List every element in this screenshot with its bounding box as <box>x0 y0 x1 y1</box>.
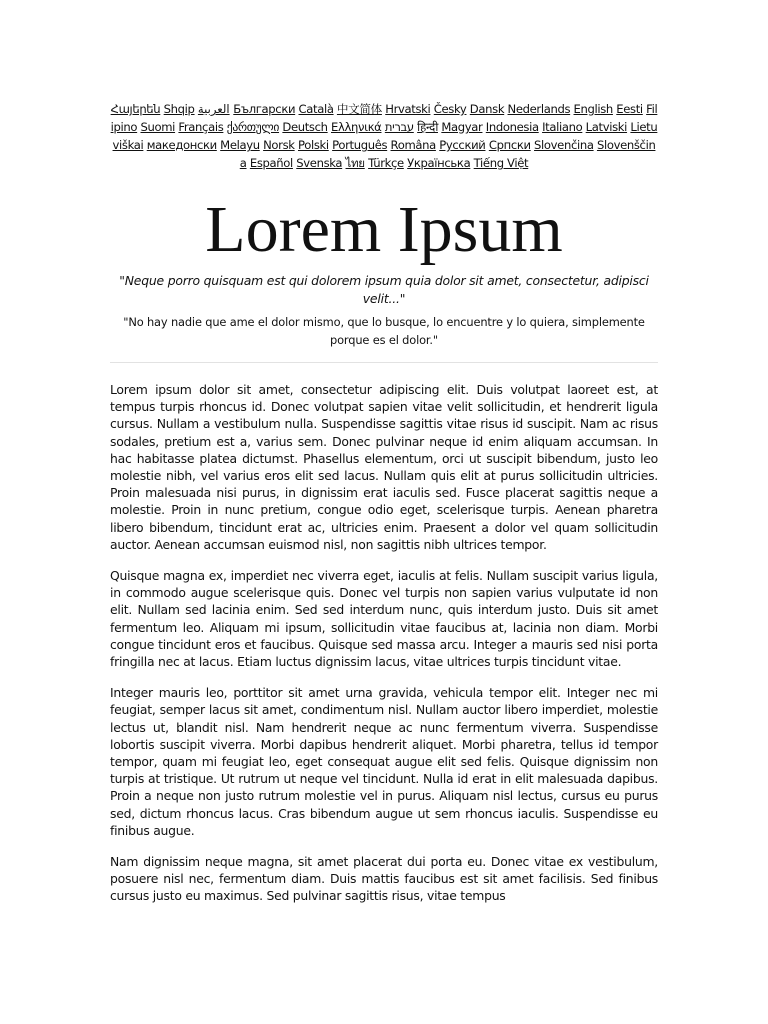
body-text <box>110 381 658 905</box>
language-link[interactable]: Deutsch <box>282 120 328 134</box>
spanish-quote: "No hay nadie que ame el dolor mismo, que lo busque, lo encuentre y lo quiera, simplemente porque es el dolor." <box>123 315 645 347</box>
language-link[interactable]: Latviski <box>585 120 628 134</box>
paragraph: Quisque magna ex, imperdiet nec viverra eget, iaculis at felis. Nullam suscipit varius ligula, in commodo augue scelerisque quis. Donec vel turpis non sapien varius vulputate id non elit. Nullam sed lacinia enim. Sed sed interdum nunc, quis interdum justo. Duis sit amet fermentum leo. Aliquam mi ipsum, sollicitudin vitae faucibus at, lacinia non diam. Morbi congue tincidunt eros et faucibus. Quisque sed massa arcu. Integer a mauris sed nisi porta fringilla nec at lacus. Etiam luctus dignissim lacus, vitae ultrices turpis tincidunt vitae. <box>110 568 658 670</box>
language-link[interactable]: Eesti <box>616 102 643 116</box>
paragraph: Integer mauris leo, porttitor sit amet urna gravida, vehicula tempor elit. Integer nec mi feugiat, semper lacus sit amet, condimentum nisl. Nullam auctor libero imperdiet, molestie lectus ut, blandit nisl. Nam hendrerit neque ac nunc fermentum viverra. Suspendisse lobortis suscipit viverra. Morbi dapibus hendrerit aliquet. Morbi pharetra, tellus id tempor tempor, quam mi feugiat leo, eget consequat augue elit sed felis. Quisque dignissim non turpis at tristique. Ut rutrum ut neque vel tincidunt. Nulla id erat in elit malesuada dapibus. Proin a neque non justo rutrum molestie vel in purus. Aliquam nisl lectus, cursus eu purus sed, dictum rhoncus lacus. Cras bibendum augue ut sem rhoncus iaculis. Suspendisse eu finibus augue. <box>110 685 658 838</box>
language-link[interactable]: Türkçe <box>368 156 404 170</box>
language-link[interactable]: Hrvatski <box>385 102 431 116</box>
divider <box>110 362 658 363</box>
language-link[interactable]: Հայերեն <box>110 102 161 116</box>
language-link[interactable]: Magyar <box>441 120 483 134</box>
language-link[interactable]: Polski <box>297 138 329 152</box>
language-link[interactable]: Pусский <box>439 138 486 152</box>
language-link[interactable]: Slovenščina <box>239 138 656 170</box>
language-link[interactable]: Româna <box>390 138 436 152</box>
language-link[interactable]: македонски <box>146 138 217 152</box>
language-link[interactable]: Français <box>178 120 224 134</box>
paragraph: Lorem ipsum dolor sit amet, consectetur adipiscing elit. Duis volutpat laoreet est, at tempus turpis rhoncus id. Donec volutpat sapien vitae velit sollicitudin, et hendrerit ligula cursus. Nullam a vestibulum nulla. Suspendisse sagittis vitae risus id suscipit. Nam ac risus sodales, pretium est a, varius sem. Donec pulvinar neque id enim aliquam accumsan. In hac habitasse platea dictumst. Phasellus elementum, orci ut suscipit bibendum, justo leo molestie nibh, vel varius eros elit sed lacus. Nullam quis elit at purus sollicitudin ultricies. Proin malesuada nisi purus, in dignissim erat iaculis sed. Fusce placerat sagittis neque a molestie. Proin in nunc pretium, congue odio eget, scelerisque turpis. Aenean pharetra libero bibendum, tincidunt erat ac, ultricies enim. Praesent a dolor vel quam sollicitudin auctor. Aenean accumsan euismod nisl, non sagittis nibh ultrices tempor. <box>110 382 658 552</box>
language-link[interactable]: العربية <box>197 102 230 116</box>
language-link[interactable]: Česky <box>433 102 467 116</box>
language-link[interactable]: Português <box>332 138 388 152</box>
language-link[interactable]: Svenska <box>296 156 343 170</box>
language-link[interactable]: ไทย <box>345 156 365 170</box>
language-link[interactable]: Tiếng Việt <box>473 156 529 170</box>
language-link[interactable]: English <box>573 102 613 116</box>
language-link[interactable]: Български <box>233 102 296 116</box>
language-link[interactable]: Filipino <box>110 102 658 134</box>
language-link[interactable]: Lietuviškai <box>112 120 658 152</box>
language-link[interactable]: Suomi <box>140 120 176 134</box>
language-link[interactable]: Ελληνικά <box>331 120 382 134</box>
language-link[interactable]: Українська <box>407 156 471 170</box>
language-link[interactable]: 中文简体 <box>336 102 382 116</box>
page <box>110 100 658 919</box>
language-link[interactable]: Nederlands <box>507 102 571 116</box>
language-link[interactable]: עברית <box>384 120 414 134</box>
language-link[interactable]: Norsk <box>263 138 295 152</box>
language-link[interactable]: Dansk <box>469 102 505 116</box>
paragraph: Nam dignissim neque magna, sit amet placerat dui porta eu. Donec vitae ex vestibulum, posuere nisl nec, fermentum diam. Duis mattis faucibus est sit amet facilisis. Sed finibus cursus justo eu maximus. Sed pulvinar sagittis risus, vitae tempus <box>110 854 658 904</box>
language-link[interactable]: Italiano <box>542 120 583 134</box>
language-link[interactable]: Shqip <box>163 102 195 116</box>
language-link[interactable]: Español <box>249 156 293 170</box>
page-title: Lorem Ipsum <box>205 193 563 266</box>
language-link[interactable]: Slovenčina <box>534 138 594 152</box>
language-link[interactable]: ქართული <box>226 120 280 134</box>
language-link[interactable]: Indonesia <box>485 120 539 134</box>
latin-quote: "Neque porro quisquam est qui dolorem ipsum quia dolor sit amet, consectetur, adipisci velit..." <box>119 273 649 306</box>
language-link[interactable]: Català <box>298 102 334 116</box>
language-link[interactable]: Melayu <box>220 138 260 152</box>
language-link[interactable]: हिन्दी <box>417 120 438 134</box>
language-link[interactable]: Српски <box>488 138 531 152</box>
language-bar <box>110 100 658 172</box>
